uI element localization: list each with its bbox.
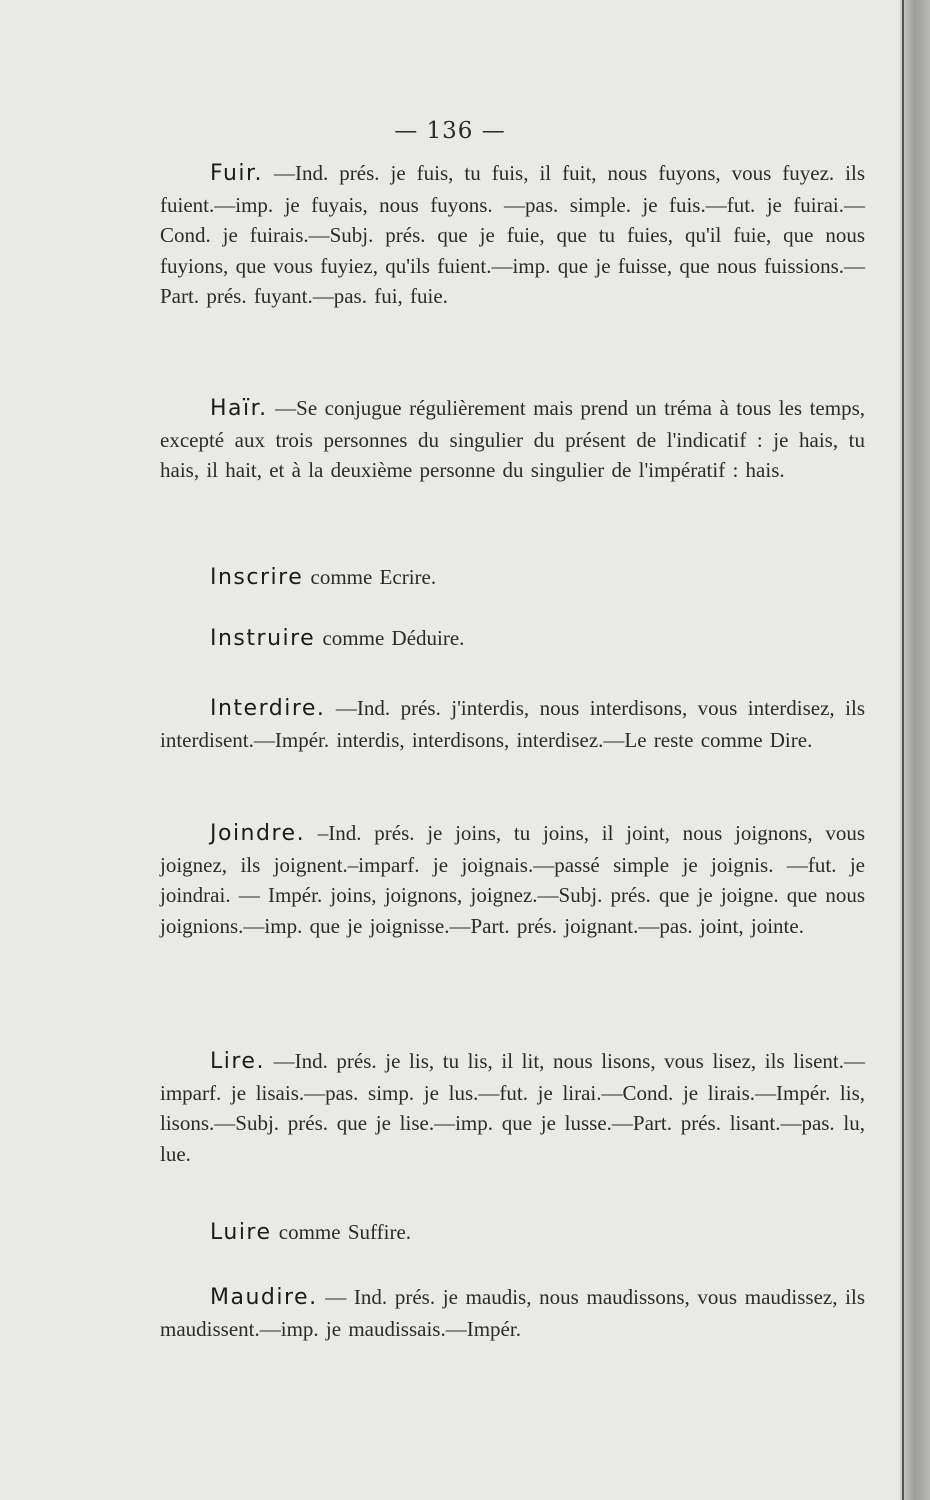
entry-joindre (160, 818, 865, 941)
entry-text: —Ind. prés. je fuis, tu fuis, il fuit, nous fuyons, vous fuyez. ils fuient.—imp. je fuyais, nous fuyons. —pas. simple. je fuis.—fut. je fuirai.—Cond. je fuirais.—Subj. prés. que je fuie, que tu fuies, qu'il fuie, que nous fuyions, que vous fuyiez, qu'ils fuient.—imp. que je fuisse, que nous fuissions.—Part. prés. fuyant.—pas. fui, fuie. (160, 161, 865, 308)
headword: Joindre. (210, 821, 306, 846)
entry-text: comme Ecrire. (310, 565, 437, 589)
spine-line (902, 0, 904, 1500)
headword: Fuir. (210, 161, 264, 186)
entry-inscrire (160, 562, 865, 594)
headword: Maudire. (210, 1285, 318, 1310)
entry-text: —Se conjugue régulièrement mais prend un tréma à tous les temps, excepté aux trois personnes du singulier du présent de l'indicatif : je hais, tu hais, il hait, et à la deuxième personne du singulier de l'impératif : hais. (160, 396, 866, 482)
entry-interdire (160, 693, 865, 755)
headword: Lire. (210, 1049, 265, 1074)
entry-hair (160, 393, 865, 486)
entry-text: –Ind. prés. je joins, tu joins, il joint, nous joignons, vous joignez, ils joignent.–imparf. je joignais.—passé simple je joignis. —fut. je joindrai. — Impér. joins, joignons, joignez.—Subj. prés. que je joigne. que nous joignions.—imp. que je joignisse.—Part. prés. joignant.—pas. joint, jointe. (160, 821, 866, 938)
entry-text: —Ind. prés. j'interdis, nous interdisons, vous interdisez, ils interdisent.—Impér. interdis, interdisons, interdisez.—Le reste comme Dire. (160, 696, 865, 752)
entry-fuir (160, 158, 865, 312)
entry-text: — Ind. prés. je maudis, nous maudissons, vous maudissez, ils maudissent.—imp. je maudissais.—Impér. (160, 1285, 865, 1341)
headword: Luire (210, 1220, 272, 1245)
headword: Inscrire (210, 565, 304, 590)
entry-text: comme Suffire. (278, 1220, 412, 1244)
book-spine-edge (900, 0, 930, 1500)
entry-text: —Ind. prés. je lis, tu lis, il lit, nous lisons, vous lisez, ils lisent.—imparf. je lisais.—pas. simp. je lus.—fut. je lirai.—Cond. je lirais.—Impér. lis, lisons.—Subj. prés. que je lise.—imp. que je lusse.—Part. prés. lisant.—pas. lu, lue. (160, 1049, 865, 1166)
entry-instruire (160, 623, 865, 655)
page-number: — 136 — (394, 118, 506, 144)
headword: Interdire. (210, 696, 326, 721)
headword: Haïr. (210, 396, 268, 421)
entry-text: comme Déduire. (322, 626, 465, 650)
entry-maudire (160, 1282, 865, 1344)
entry-lire (160, 1046, 865, 1169)
entry-luire (160, 1217, 865, 1249)
headword: Instruire (210, 626, 316, 651)
